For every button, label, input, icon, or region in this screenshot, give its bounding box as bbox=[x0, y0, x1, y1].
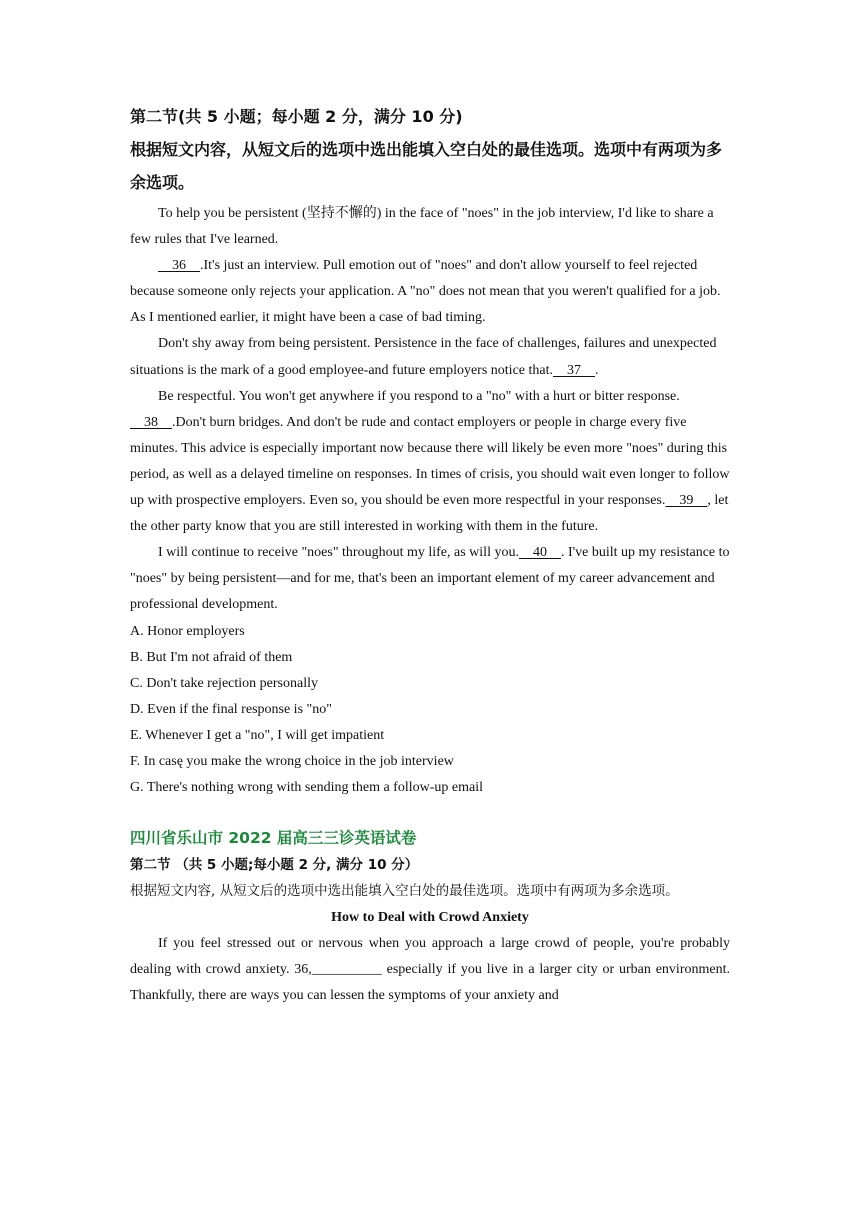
passage-paragraph-2 bbox=[130, 253, 730, 331]
passage-paragraph-1 bbox=[130, 201, 730, 253]
document-page bbox=[130, 100, 730, 1009]
blank-38[interactable]: 38 bbox=[130, 414, 172, 430]
paragraph-text: I will continue to receive "noes" throughout my life, as will you. bbox=[158, 545, 519, 561]
option-e[interactable]: E. Whenever I get a "no", I will get impatient bbox=[130, 727, 385, 743]
paragraph-text: To help you be persistent (坚持不懈的) in the face of "noes" in the job interview, I'd like to share a few rules that I've learned. bbox=[130, 206, 714, 248]
blank-40[interactable]: 40 bbox=[518, 545, 561, 561]
passage-title: How to Deal with Crowd Anxiety bbox=[331, 909, 529, 925]
section1-passage bbox=[130, 201, 730, 619]
section1-instruction: 根据短文内容，从短文后的选项中选出能填入空白处的最佳选项。选项中有两项为多余选项。 bbox=[130, 140, 723, 192]
section2 bbox=[130, 824, 730, 1009]
paragraph-text: especially if you live in a larger city or urban environment. Thankfully, there are ways you can lessen the symptoms of your anxiety and bbox=[130, 961, 730, 1003]
paragraph-text: If you feel stressed out or nervous when you approach a large crowd of people, you're probably dealing with crowd anxiety. 36, bbox=[130, 935, 730, 977]
blank-39[interactable]: 39 bbox=[665, 493, 708, 509]
paragraph-text: . I've built up my resistance to "noes" by being persistent—and for me, that's been an important element of my career advancement and professional development. bbox=[130, 545, 730, 613]
paragraph-text: .It's just an interview. Pull emotion out of "noes" and don't allow yourself to feel rejected because someone only rejects your application. A "no" does not mean that you weren't qualified for a job. As I mentioned earlier, it might have been a case of bad timing. bbox=[130, 258, 721, 326]
blank-37[interactable]: 37 bbox=[553, 362, 595, 378]
paragraph-text: Be respectful. You won't get anywhere if you respond to a "no" with a hurt or bitter response. bbox=[158, 388, 680, 404]
section2-heading: 第二节 （共 5 小题;每小题 2 分, 满分 10 分） bbox=[130, 857, 419, 874]
option-d[interactable]: D. Even if the final response is "no" bbox=[130, 701, 332, 717]
options-list bbox=[130, 619, 730, 802]
passage-paragraph-3 bbox=[130, 331, 730, 383]
blank-36[interactable]: 36 bbox=[158, 258, 200, 274]
blank-36-section2[interactable]: __________ bbox=[311, 961, 382, 977]
paragraph-text: , let the other party know that you are still interested in working with them in the future. bbox=[130, 493, 729, 535]
paragraph-text: .Don't burn bridges. And don't be rude and contact employers or people in charge every five minutes. This advice is especially important now because there will likely be even more "noes" during this period, as well as a delayed timeline on responses. In times of crisis, you should wait even longer to follow up with prospective employers. Even so, you should be even more respectful in your responses. bbox=[130, 414, 730, 509]
passage-paragraph-5 bbox=[130, 540, 730, 618]
source-title: 四川省乐山市 2022 届高三三诊英语试卷 bbox=[130, 829, 417, 848]
option-b[interactable]: B. But I'm not afraid of them bbox=[130, 649, 293, 665]
passage-paragraph-4 bbox=[130, 384, 730, 541]
section2-paragraph-1 bbox=[130, 931, 730, 1009]
option-a[interactable]: A. Honor employers bbox=[130, 623, 245, 639]
option-c[interactable]: C. Don't take rejection personally bbox=[130, 675, 318, 691]
paragraph-text: Don't shy away from being persistent. Persistence in the face of challenges, failures and unexpected situations is the mark of a good employee-and future employers notice that. bbox=[130, 336, 717, 378]
option-f[interactable]: F. In casę you make the wrong choice in the job interview bbox=[130, 753, 454, 769]
option-g[interactable]: G. There's nothing wrong with sending them a follow-up email bbox=[130, 780, 483, 796]
section1-heading: 第二节(共 5 小题；每小题 2 分，满分 10 分) bbox=[130, 107, 463, 126]
paragraph-text: . bbox=[595, 362, 599, 378]
section2-instruction: 根据短文内容, 从短文后的选项中选出能填入空白处的最佳选项。选项中有两项为多余选项。 bbox=[130, 883, 679, 900]
